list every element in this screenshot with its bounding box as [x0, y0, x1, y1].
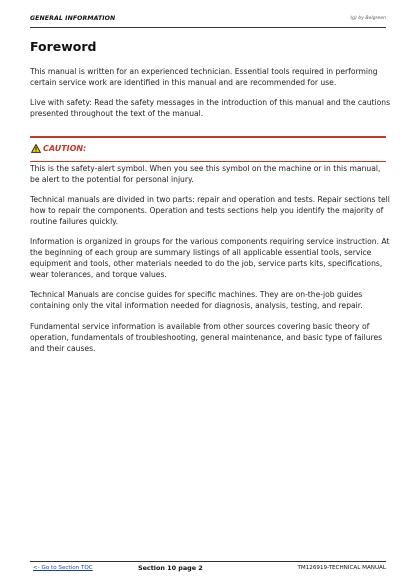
warning-triangle-icon: [31, 144, 41, 153]
footer-section-page: Section 10 page 2: [138, 564, 203, 572]
go-to-section-toc-link[interactable]: <- Go to Section TOC: [33, 565, 93, 571]
body-paragraph: This is the safety-alert symbol. When you see this symbol on the machine or in this manual, be alert to the potential for personal injury.: [30, 164, 381, 184]
body-paragraph: Fundamental service information is available from other sources covering basic theory of operation, fundamentals of troubleshooting, general maintenance, and basic type of failures and their causes.: [30, 322, 383, 353]
page-header: [30, 14, 386, 28]
body-paragraph: Technical Manuals are concise guides for specific machines. They are on-the-job guides containing only the vital information needed for diagnosis, analysis, testing, and repair.: [30, 290, 363, 310]
header-credit: (g) by Belgreen: [350, 16, 386, 21]
intro-paragraph: This manual is written for an experienced technician. Essential tools required in performing certain service work are identified in this manual and are recommended for use.: [30, 67, 378, 87]
page-footer: [30, 561, 386, 573]
caution-label: CAUTION:: [43, 144, 87, 153]
caution-box: [30, 136, 386, 162]
intro-paragraph: Live with safety: Read the safety messages in the introduction of this manual and the cautions presented throughout the text of the manual.: [30, 98, 391, 118]
page-title: Foreword: [30, 39, 97, 54]
body-paragraph: Technical manuals are divided in two parts: repair and operation and tests. Repair sections tell how to repair the components. Operation and tests sections help you identify the majority of routine failures quickly.: [30, 195, 390, 226]
body-paragraph: Information is organized in groups for the various components requiring service instruction. At the beginning of each group are summary listings of all applicable essential tools, service equipment and tools, other materials needed to do the job, service parts kits, specifications, wear tolerances, and torque values.: [30, 237, 390, 279]
header-title: GENERAL INFORMATION: [30, 15, 116, 22]
footer-manual-id: TM126919-TECHNICAL MANUAL: [297, 565, 386, 571]
